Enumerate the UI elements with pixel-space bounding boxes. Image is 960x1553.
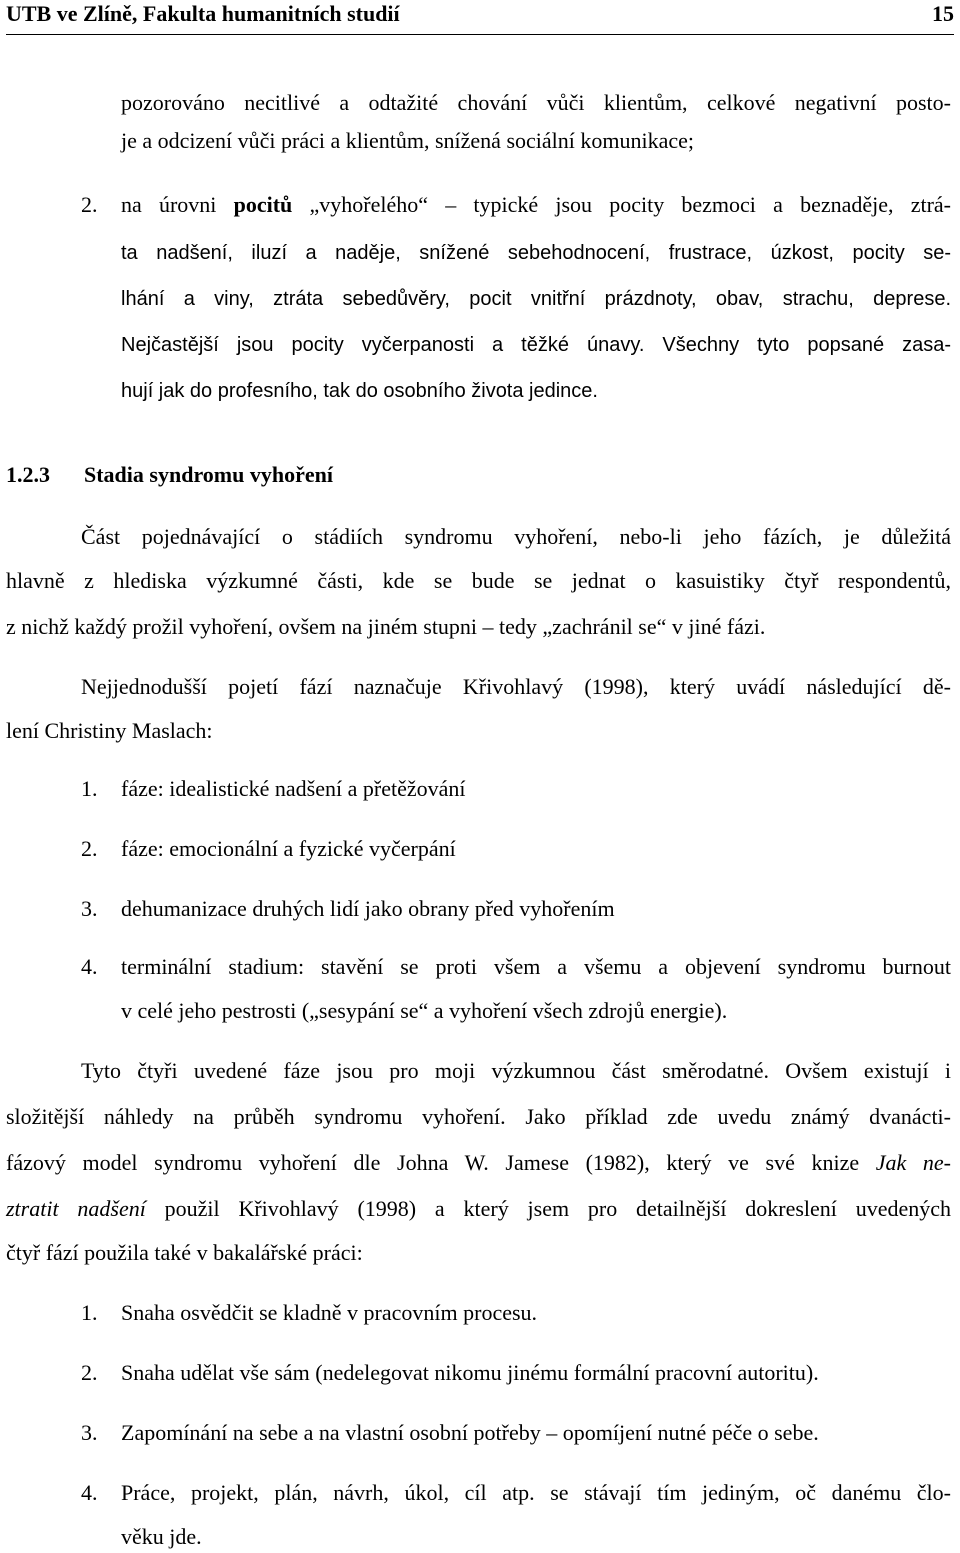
para3-line-4: ztratit nadšení použil Křivohlavý (1998) a který jsem pro detailnější dokreslení uvedených	[6, 1196, 951, 1221]
list-item: fáze: emocionální a fyzické vyčerpání	[121, 836, 456, 861]
para2-line-1: Nejjednodušší pojetí fází naznačuje Křivohlavý (1998), který uvádí následující dě-	[81, 674, 951, 699]
list-number: 1.	[81, 1300, 98, 1325]
list-number: 2.	[81, 1360, 98, 1385]
para3-line-1: Tyto čtyři uvedené fáze jsou pro moji výzkumnou část směrodatné. Ovšem existují i	[81, 1058, 951, 1083]
list-item: Práce, projekt, plán, návrh, úkol, cíl atp. se stávají tím jediným, oč danému člo-	[121, 1480, 951, 1505]
intro-line-1: pozorováno necitlivé a odtažité chování vůči klientům, celkové negativní posto-	[121, 90, 951, 115]
list-number: 4.	[81, 954, 98, 979]
item2-line-2: ta nadšení, iluzí a naděje, snížené sebehodnocení, frustrace, úzkost, pocity se-	[121, 242, 951, 264]
item2-line-4: Nejčastější jsou pocity vyčerpanosti a těžké únavy. Všechny tyto popsané zasa-	[121, 334, 951, 356]
list-item: fáze: idealistické nadšení a přetěžování	[121, 776, 466, 801]
page-header	[6, 0, 954, 35]
list-number: 4.	[81, 1480, 98, 1505]
intro-line-2: je a odcizení vůči práci a klientům, snížená sociální komunikace;	[121, 128, 695, 153]
para1-line-2: hlavně z hlediska výzkumné části, kde se bude se jednat o kasuistiky čtyř respondentů,	[6, 568, 951, 593]
list-number: 2.	[81, 836, 98, 861]
item2-line-1: na úrovni pocitů „vyhořelého“ – typické jsou pocity bezmoci a beznaděje, ztrá-	[121, 192, 952, 217]
para1-line-1: Část pojednávající o stádiích syndromu vyhoření, nebo-li jeho fázích, je důležitá	[81, 524, 951, 549]
section-number: 1.2.3	[6, 462, 50, 487]
para3-line-5: čtyř fází použila také v bakalářské práci:	[6, 1240, 363, 1265]
para3-line-3: fázový model syndromu vyhoření dle Johna W. Jamese (1982), který ve své knize Jak ne-	[6, 1150, 952, 1175]
list-item: terminální stadium: stavění se proti všem a všemu a objevení syndromu burnout	[121, 954, 951, 979]
para2-line-2: lení Christiny Maslach:	[6, 718, 213, 743]
list-item-continuation: věku jde.	[121, 1524, 202, 1549]
list-number: 2.	[81, 192, 98, 217]
item2-line-5: hují jak do profesního, tak do osobního života jedince.	[121, 380, 598, 402]
page-number: 15	[932, 1, 954, 26]
header-title: UTB ve Zlíně, Fakulta humanitních studií	[6, 1, 400, 26]
list-number: 3.	[81, 1420, 98, 1445]
para1-line-3: z nichž každý prožil vyhoření, ovšem na jiném stupni – tedy „zachránil se“ v jiné fázi.	[6, 614, 766, 639]
list-item: Snaha osvědčit se kladně v pracovním procesu.	[121, 1300, 538, 1325]
para3-line-2: složitější náhledy na průběh syndromu vyhoření. Jako příklad zde uvedu známý dvanácti-	[6, 1104, 951, 1129]
list-item: dehumanizace druhých lidí jako obrany před vyhořením	[121, 896, 615, 921]
list-number: 1.	[81, 776, 98, 801]
list-item-continuation: v celé jeho pestrosti („sesypání se“ a vyhoření všech zdrojů energie).	[121, 998, 728, 1023]
list-number: 3.	[81, 896, 98, 921]
item2-line-3: lhání a viny, ztráta sebedůvěry, pocit vnitřní prázdnoty, obav, strachu, deprese.	[121, 288, 951, 310]
list-item: Zapomínání na sebe a na vlastní osobní potřeby – opomíjení nutné péče o sebe.	[121, 1420, 819, 1445]
section-title: Stadia syndromu vyhoření	[84, 462, 333, 487]
list-item: Snaha udělat vše sám (nedelegovat nikomu jinému formální pracovní autoritu).	[121, 1360, 819, 1385]
